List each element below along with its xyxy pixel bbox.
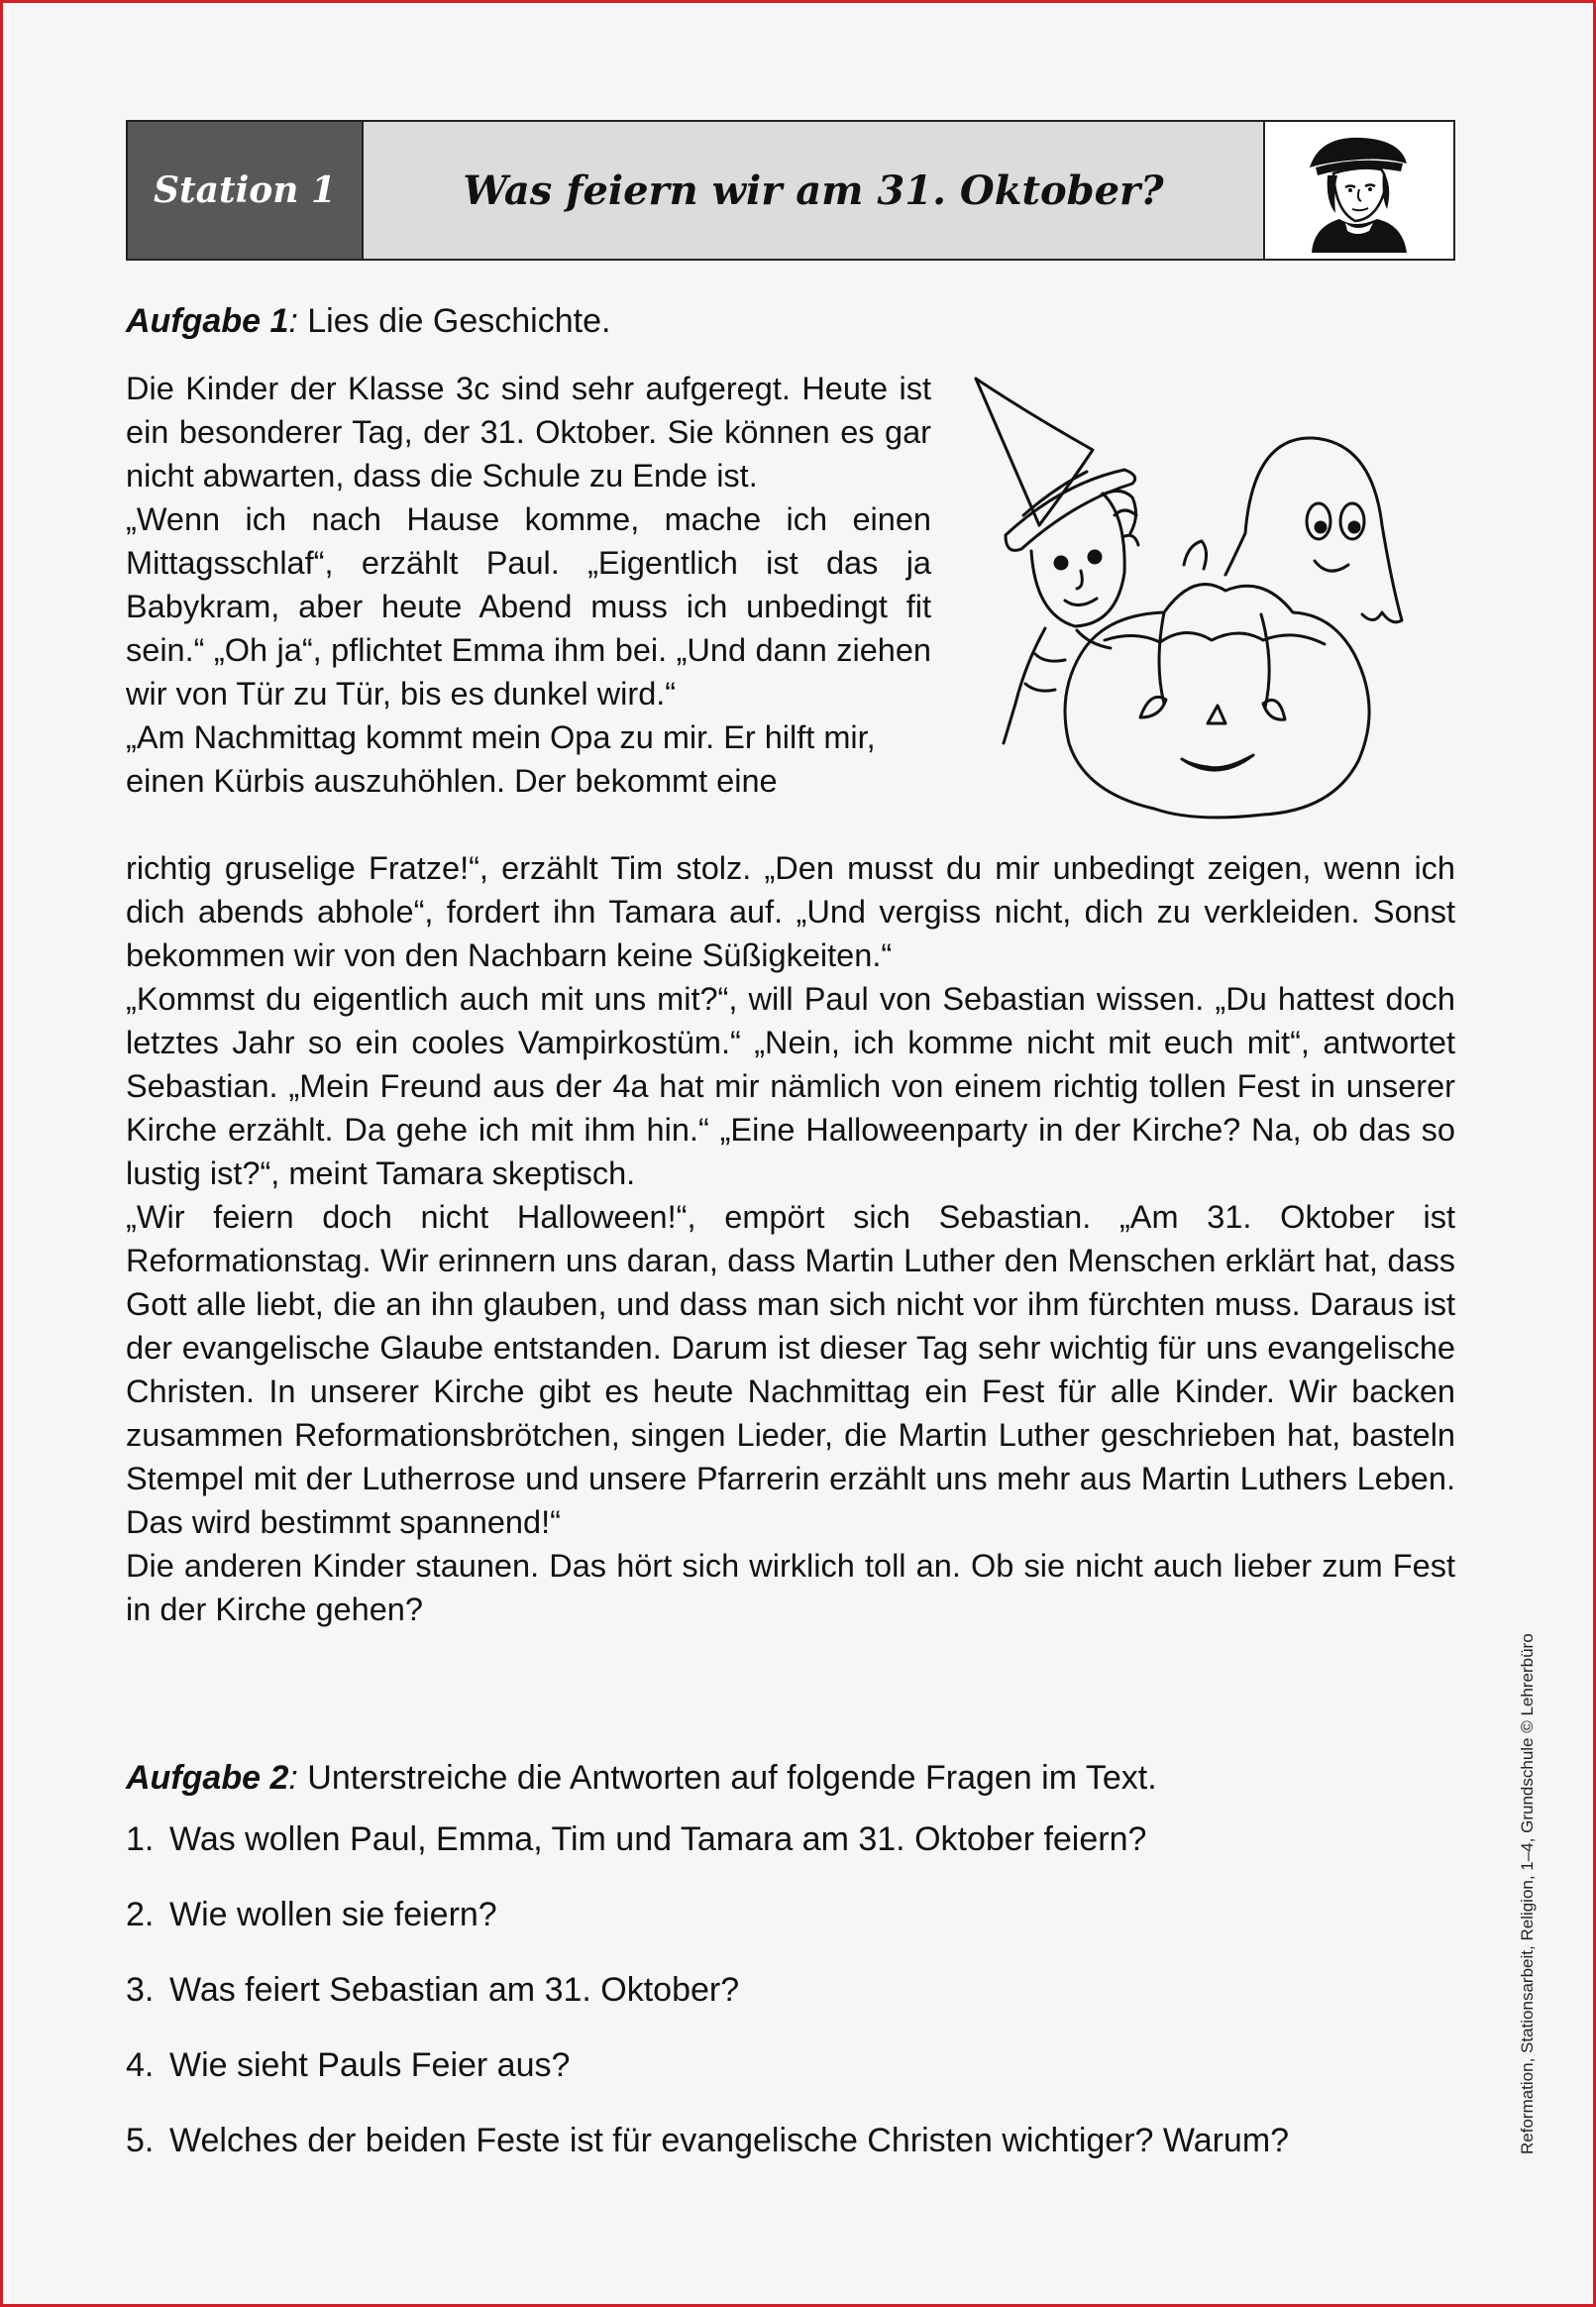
station-label: Station 1 — [128, 122, 364, 259]
question-number: 4. — [126, 2046, 155, 2084]
story-text-top — [126, 367, 931, 803]
story-paragraph: „Wenn ich nach Hause komme, mache ich einen Mittagsschlaf“, erzählt Paul. „Eigentlich ist das ja Babykram, aber heute Abend muss ich unbedingt fit sein.“ „Oh ja“, pflichtet Emma ihm bei. „Und dann ziehen wir von Tür zu Tür, bis es dunkel wird.“ — [126, 501, 931, 712]
question-list — [126, 1817, 1289, 2194]
task-1-label: Aufgabe 1 — [126, 302, 289, 340]
story-paragraph: „Kommst du eigentlich auch mit uns mit?“, will Paul von Sebastian wissen. „Du hattest doch letztes Jahr so ein cooles Vampirkostüm.“ „Nein, ich komme nicht mit euch mit“, antwortet Sebastian. „Mein Freund aus der 4a hat mir nämlich von einem richtig tollen Fest in unserer Kirche erzählt. Da gehe ich mit ihm hin.“ „Eine Halloweenparty in der Kirche? Na, ob das so lustig ist?“, meint Tamara skeptisch. — [126, 981, 1455, 1191]
worksheet-header — [126, 120, 1455, 261]
question-text: Was feiert Sebastian am 31. Oktober? — [169, 1971, 740, 2009]
story-text-bottom — [126, 846, 1455, 1631]
story-paragraph: richtig gruselige Fratze!“, erzählt Tim stolz. „Den musst du mir unbedingt zeigen, wenn ich dich abends abhole“, fordert ihn Tamara auf. „Und vergiss nicht, dich zu verkleiden. Sonst bekommen wir von den Nachbarn keine Süßigkeiten.“ — [126, 850, 1455, 973]
question-number: 2. — [126, 1896, 155, 1933]
question-item — [126, 1893, 1289, 1968]
question-number: 3. — [126, 1971, 155, 2009]
question-text: Wie wollen sie feiern? — [169, 1896, 497, 1933]
worksheet-title: Was feiern wir am 31. Oktober? — [364, 122, 1265, 259]
task-2-colon: : — [288, 1759, 298, 1797]
question-text: Wie sieht Pauls Feier aus? — [169, 2046, 571, 2084]
task-1-text: Lies die Geschichte. — [307, 302, 611, 340]
story-paragraph: Die anderen Kinder staunen. Das hört sich wirklich toll an. Ob sie nicht auch lieber zum Fest in der Kirche gehen? — [126, 1548, 1455, 1627]
story-paragraph: „Wir feiern doch nicht Halloween!“, empört sich Sebastian. „Am 31. Oktober ist Reformationstag. Wir erinnern uns daran, dass Martin Luther den Menschen erklärt hat, dass Gott alle liebt, die an ihn glauben, und dass man sich nicht vor ihm fürchten muss. Daraus ist der evangelische Glaube entstanden. Darum ist dieser Tag sehr wichtig für uns evangelische Christen. In unserer Kirche gibt es heute Nachmittag ein Fest für alle Kinder. Wir backen zusammen Reformationsbrötchen, singen Lieder, die Martin Luther geschrieben hat, basteln Stempel mit der Lutherrose und unsere Pfarrerin erzählt uns mehr aus Martin Luthers Leben. Das wird bestimmt spannend!“ — [126, 1199, 1455, 1540]
question-item — [126, 2119, 1289, 2194]
question-number: 5. — [126, 2122, 155, 2159]
task-2-label: Aufgabe 2 — [126, 1759, 289, 1797]
task-1 — [126, 299, 610, 343]
question-text: Was wollen Paul, Emma, Tim und Tamara am 31. Oktober feiern? — [169, 1820, 1147, 1858]
task-2 — [126, 1756, 1157, 1800]
copyright-sidenote: Reformation, Stationsarbeit, Religion, 1–4, Grundschule © Lehrerbüro — [1518, 1633, 1537, 2154]
question-item — [126, 1817, 1289, 1893]
question-number: 1. — [126, 1820, 155, 1858]
question-item — [126, 2043, 1289, 2119]
martin-luther-portrait-icon — [1265, 122, 1453, 259]
question-text: Welches der beiden Feste ist für evangelische Christen wichtiger? Warum? — [169, 2122, 1290, 2159]
task-1-colon: : — [288, 302, 298, 340]
story-paragraph: „Am Nachmittag kommt mein Opa zu mir. Er hilft mir, einen Kürbis auszuhöhlen. Der bekommt eine — [126, 719, 876, 799]
question-item — [126, 1968, 1289, 2043]
task-2-text: Unterstreiche die Antworten auf folgende Fragen im Text. — [307, 1759, 1157, 1797]
halloween-illustration — [966, 367, 1461, 823]
story-paragraph: Die Kinder der Klasse 3c sind sehr aufgeregt. Heute ist ein besonderer Tag, der 31. Oktober. Sie können es gar nicht abwarten, dass die Schule zu Ende ist. — [126, 371, 931, 494]
